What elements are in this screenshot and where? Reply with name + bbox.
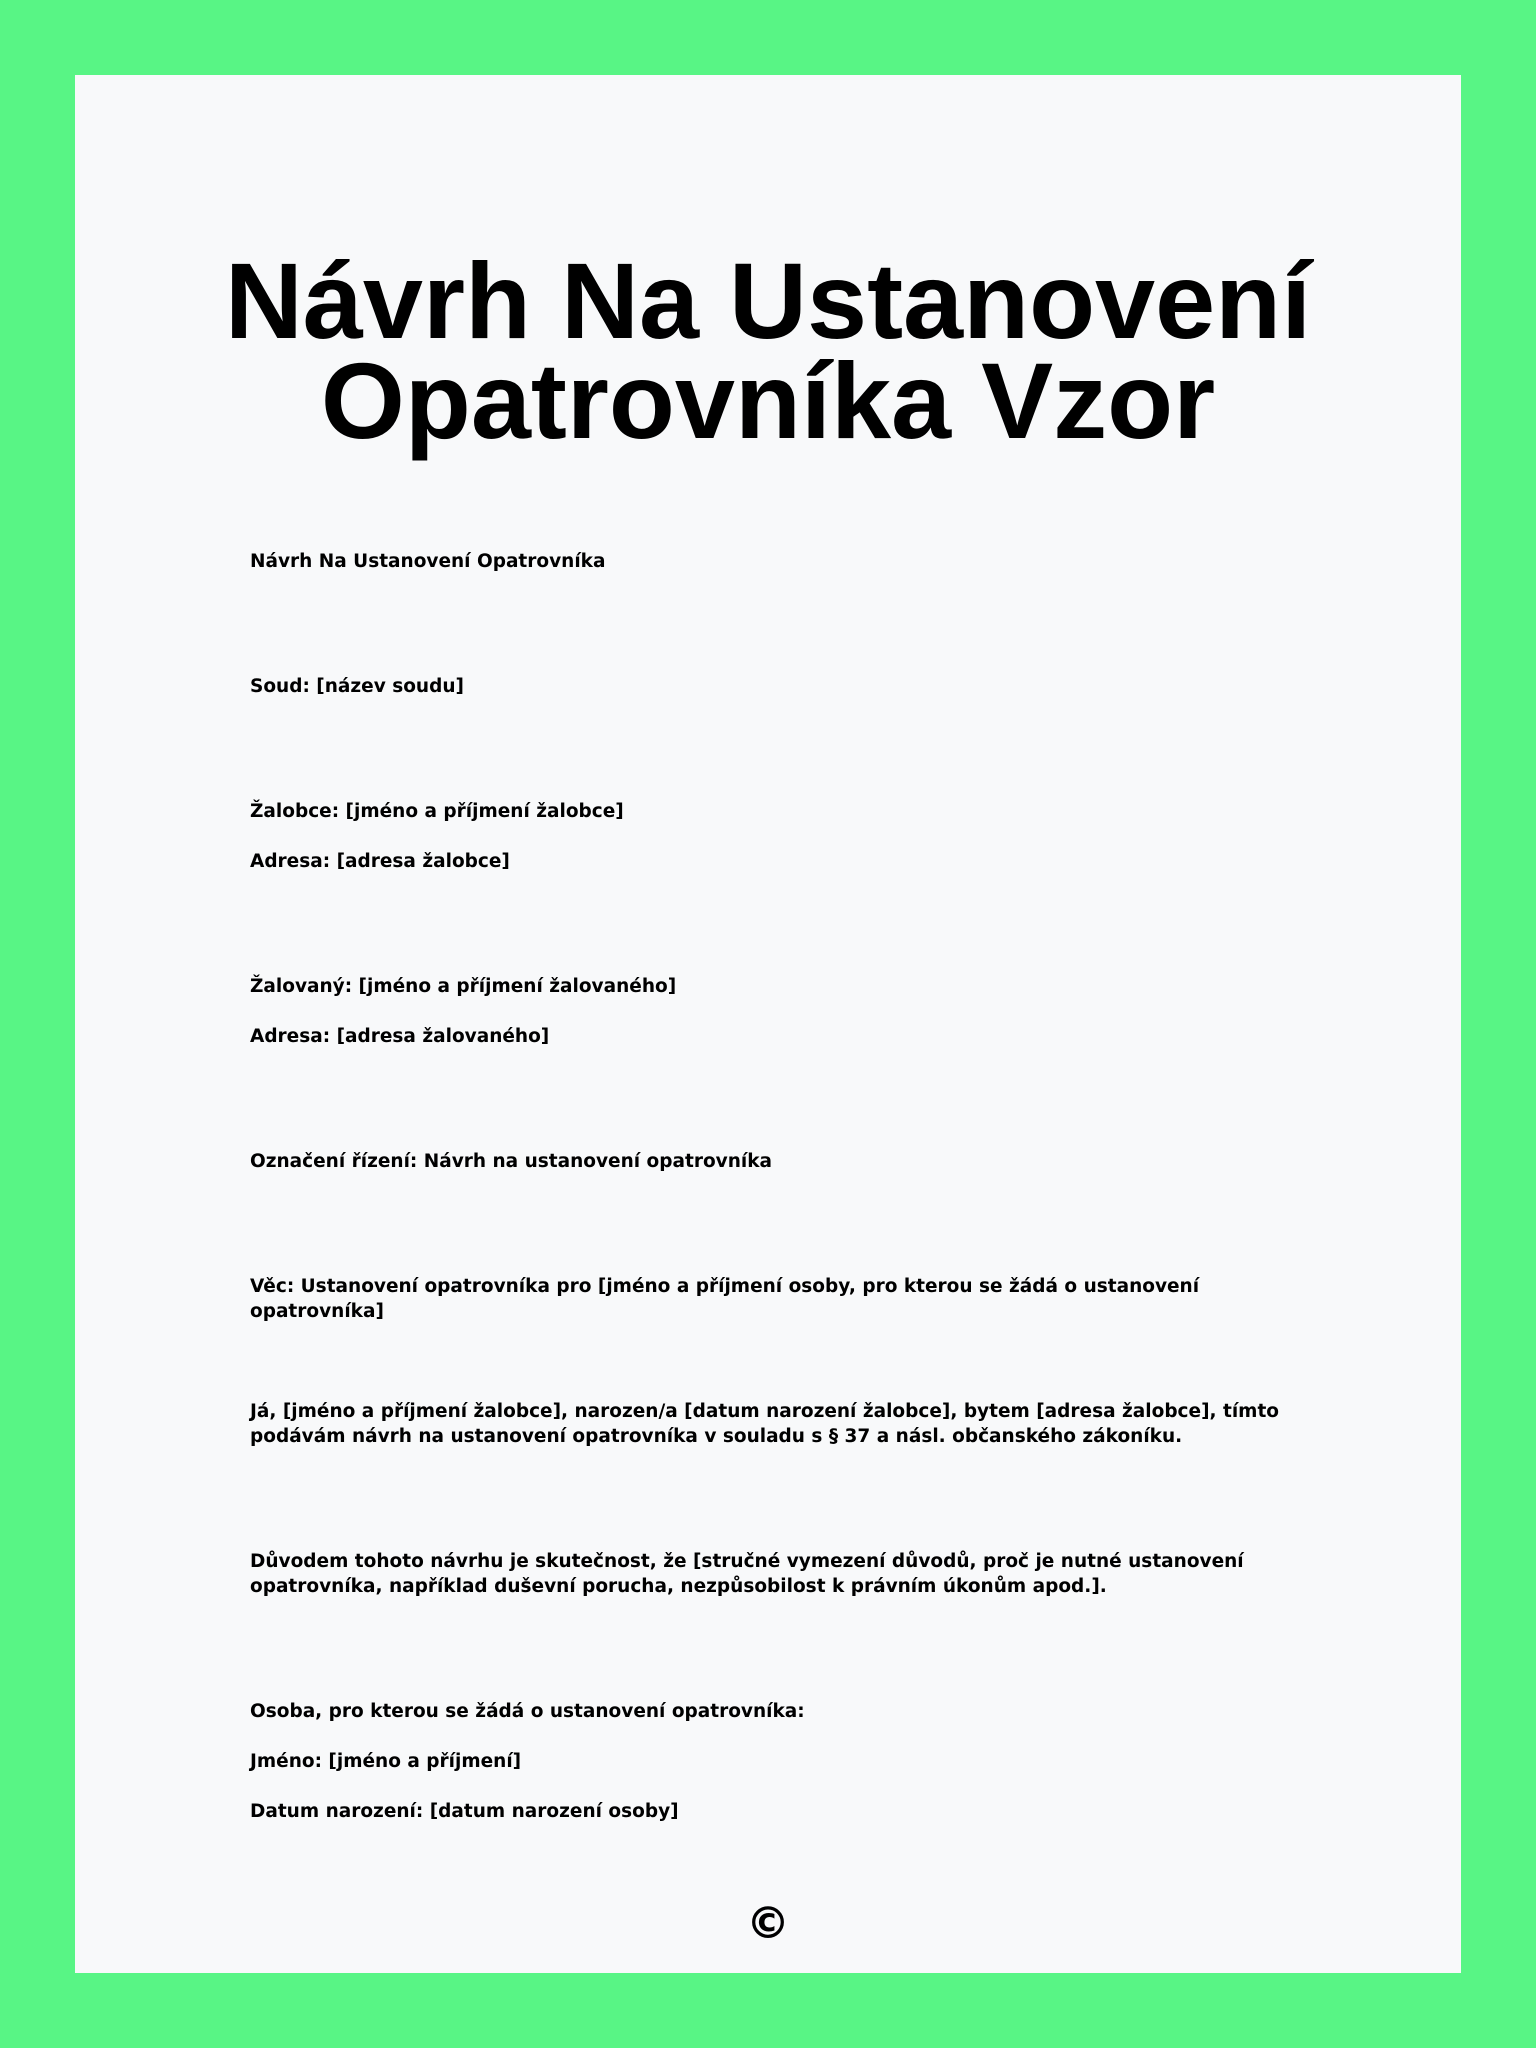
plaintiff-name-line: Žalobce: [jméno a příjmení žalobce]: [250, 801, 624, 822]
copyright-icon: ©: [746, 1898, 790, 1949]
plaintiff-address-line: Adresa: [adresa žalobce]: [250, 851, 510, 872]
subject-line: Věc: Ustanovení opatrovníka pro [jméno a příjmení osoby, pro kterou se žádá o ustanovení opatrovníka]: [250, 1276, 1200, 1322]
defendant-name-line: Žalovaný: [jméno a příjmení žalovaného]: [250, 976, 677, 997]
court-line: Soud: [název soudu]: [250, 676, 464, 697]
declaration-paragraph: Já, [jméno a příjmení žalobce], narozen/a [datum narození žalobce], bytem [adresa žalobce], tímto podávám návrh na ustanovení opatrovníka v souladu s § 37 a násl. občanského zákoníku.: [250, 1401, 1280, 1447]
proceeding-line: Označení řízení: Návrh na ustanovení opatrovníka: [250, 1151, 773, 1172]
reason-paragraph: Důvodem tohoto návrhu je skutečnost, že [stručné vymezení důvodů, proč je nutné ustanovení opatrovníka, například duševní porucha, nezpůsobilost k právním úkonům apod.].: [250, 1551, 1244, 1597]
heading-line: Návrh Na Ustanovení Opatrovníka: [250, 551, 606, 572]
document-page: [75, 75, 1461, 1973]
document-title: Návrh Na Ustanovení Opatrovníka Vzor: [224, 240, 1312, 461]
person-name-line: Jméno: [jméno a příjmení]: [250, 1751, 522, 1772]
person-heading-line: Osoba, pro kterou se žádá o ustanovení opatrovníka:: [250, 1701, 805, 1722]
defendant-address-line: Adresa: [adresa žalovaného]: [250, 1026, 550, 1047]
person-birthdate-line: Datum narození: [datum narození osoby]: [250, 1801, 679, 1822]
